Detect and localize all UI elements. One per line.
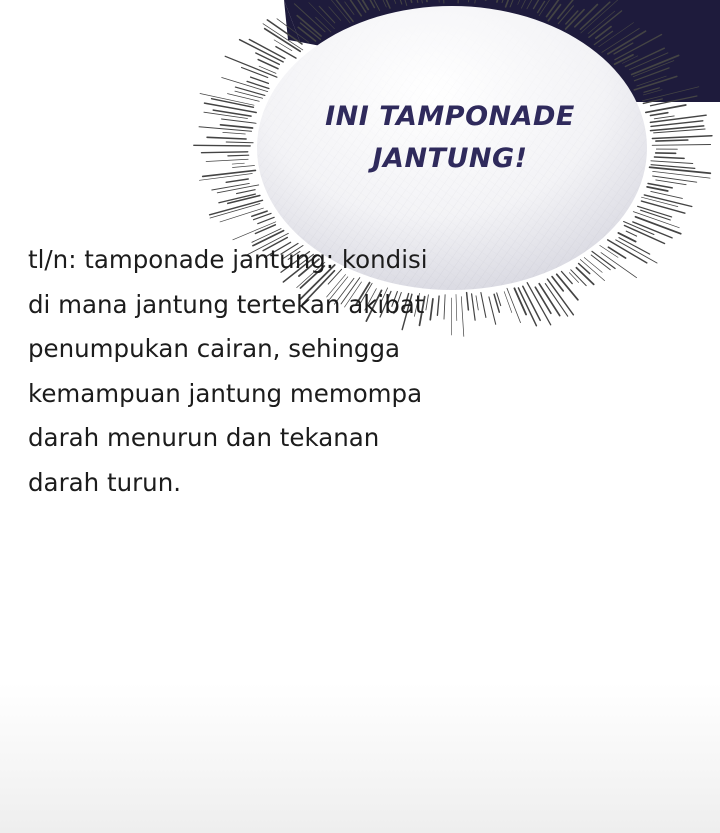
burst-line <box>202 152 248 153</box>
burst-line <box>217 185 258 193</box>
burst-line <box>206 159 248 161</box>
burst-line <box>467 293 469 310</box>
burst-line <box>456 294 457 320</box>
burst-line <box>504 292 512 313</box>
burst-line <box>204 112 248 118</box>
burst-line <box>235 91 263 98</box>
note-line: kemampuan jantung memompa <box>28 378 423 408</box>
burst-line <box>223 132 246 134</box>
burst-line <box>489 297 496 324</box>
burst-line <box>251 77 269 83</box>
burst-line <box>222 119 257 123</box>
burst-line <box>625 226 665 244</box>
translator-note <box>28 238 438 505</box>
burst-line <box>481 293 486 318</box>
burst-line <box>233 166 255 168</box>
burst-line <box>232 163 244 164</box>
burst-line <box>226 179 248 182</box>
burst-line <box>601 253 637 278</box>
burst-line <box>654 116 674 119</box>
burst-line <box>194 145 250 146</box>
burst-line <box>655 157 685 158</box>
burst-line <box>240 40 284 62</box>
burst-line <box>652 136 712 139</box>
burst-line <box>616 240 657 263</box>
speech-line-1: INI TAMPONADE <box>325 101 575 132</box>
burst-line <box>644 195 692 207</box>
burst-line <box>647 187 668 191</box>
burst-line <box>212 183 250 190</box>
burst-line <box>652 145 710 146</box>
burst-line <box>207 137 246 139</box>
burst-line <box>653 176 697 182</box>
burst-line <box>461 297 464 337</box>
note-line: penumpukan cairan, sehingga <box>28 334 401 363</box>
burst-line <box>258 217 275 223</box>
burst-line <box>444 295 445 319</box>
speech-bubble-text <box>300 96 600 180</box>
burst-line <box>651 113 668 116</box>
burst-line <box>472 294 476 320</box>
burst-line <box>651 161 693 164</box>
burst-line <box>226 142 253 143</box>
burst-line <box>237 190 256 194</box>
note-line: darah turun. <box>28 467 182 497</box>
burst-line <box>547 279 573 315</box>
burst-line <box>571 270 586 286</box>
burst-line <box>221 125 253 128</box>
burst-line <box>276 47 296 59</box>
note-line: tl/n: tamponade jantung: kondisi <box>28 245 428 274</box>
burst-line <box>633 222 672 238</box>
note-line: darah menurun dan tekanan <box>28 423 380 452</box>
burst-line <box>626 231 636 236</box>
burst-line <box>228 155 249 156</box>
burst-line <box>235 87 265 95</box>
burst-line <box>205 103 257 112</box>
burst-line <box>656 140 688 141</box>
burst-line <box>203 170 256 176</box>
burst-line <box>476 296 478 310</box>
note-line: di mana jantung tertekan akibat <box>28 289 425 319</box>
burst-line <box>210 200 263 215</box>
speech-line-2: JANTUNG! <box>372 143 528 174</box>
burst-line <box>656 180 686 185</box>
